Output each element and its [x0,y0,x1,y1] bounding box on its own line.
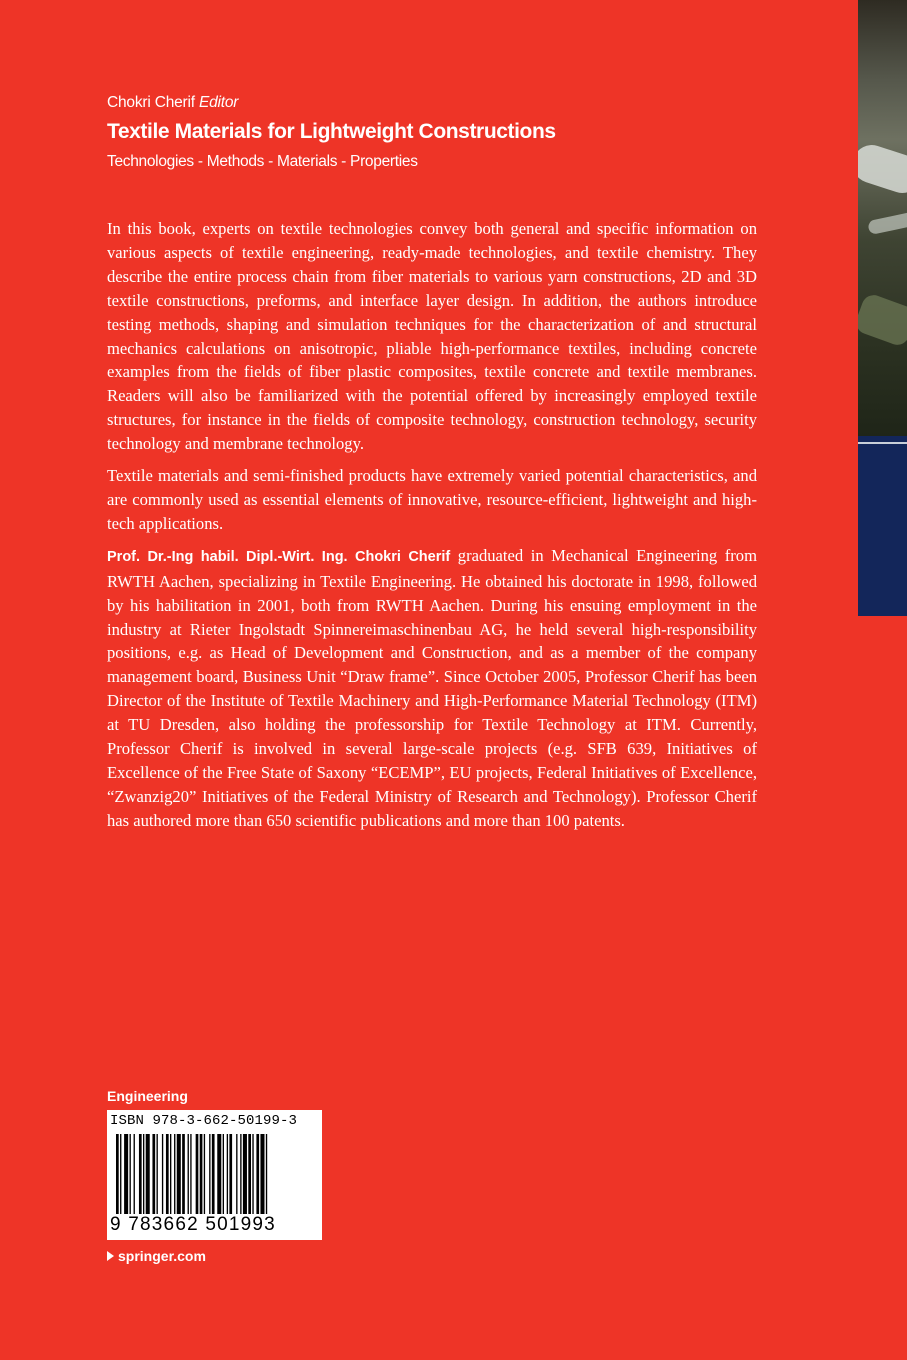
author-bio [107,544,757,833]
barcode-digits: 9 783662 501993 [110,1214,276,1235]
book-subtitle: Technologies - Methods - Materials - Properties [107,153,418,170]
subject-category: Engineering [107,1088,188,1104]
isbn-barcode [107,1110,322,1240]
author-bio-text: graduated in Mechanical Engineering from RWTH Aachen, specializing in Textile Engineering. He obtained his doctorate in 1998, followed by his habilitation in 2001, both from RWTH Aachen. During his ensuing employment in the industry at Rieter Ingolstadt Spinnereimaschinenbau AG, he held several high-responsibility positions, e.g. as Head of Development and Construction, and as a member of the company management board, Business Unit “Draw frame”. Since October 2005, Professor Cherif has been Director of the Institute of Textile Machinery and High-Performance Material Technology (ITM) at TU Dresden, also holding the professorship for Textile Technology at ITM. Currently, Professor Cherif is involved in several large-scale projects (e.g. SFB 639, Initiatives of Excellence of the Free State of Saxony “ECEMP”, EU projects, Federal Initiatives of Excellence, “Zwanzig20” Initiatives of the Federal Ministry of Research and Technology). Professor Cherif has authored more than 650 scientific publications and more than 100 patents. [107,545,757,830]
description [107,217,757,841]
spine-title-band [858,436,907,616]
spine-cover-photo [858,0,907,436]
editor-role: Editor [198,94,239,111]
editor-line [107,94,238,112]
description-paragraph-2: Textile materials and semi-finished products have extremely varied potential characteristics, and are commonly used as essential elements of innovative, resource-efficient, lightweight and high-tech applications. [107,466,757,533]
arrow-right-icon [107,1251,114,1261]
description-paragraph-1: In this book, experts on textile technologies convey both general and specific information on various aspects of textile engineering, ready-made technologies, and textile chemistry. They describe the entire process chain from fiber materials to various yarn constructions, 2D and 3D textile constructions, preforms, and interface layer design. In addition, the authors introduce testing methods, shaping and simulation techniques for the characterization of and structural mechanics calculations on anisotropic, pliable high-performance textiles, including concrete examples from the fields of fiber plastic composites, textile concrete and textile membranes. Readers will also be familiarized with the potential offered by increasingly employed textile structures, for instance in the fields of composite technology, construction technology, security technology and membrane technology. [107,219,757,454]
author-bio-name: Prof. Dr.-Ing habil. Dipl.-Wirt. Ing. Chokri Cherif [107,548,451,565]
publisher-website[interactable] [107,1248,206,1264]
publisher-website-text: springer.com [118,1248,206,1264]
barcode-bars [110,1134,319,1214]
editor-name: Chokri Cherif [107,94,195,111]
isbn-text: ISBN 978-3-662-50199-3 [110,1113,298,1129]
book-title: Textile Materials for Lightweight Constructions [107,120,556,143]
